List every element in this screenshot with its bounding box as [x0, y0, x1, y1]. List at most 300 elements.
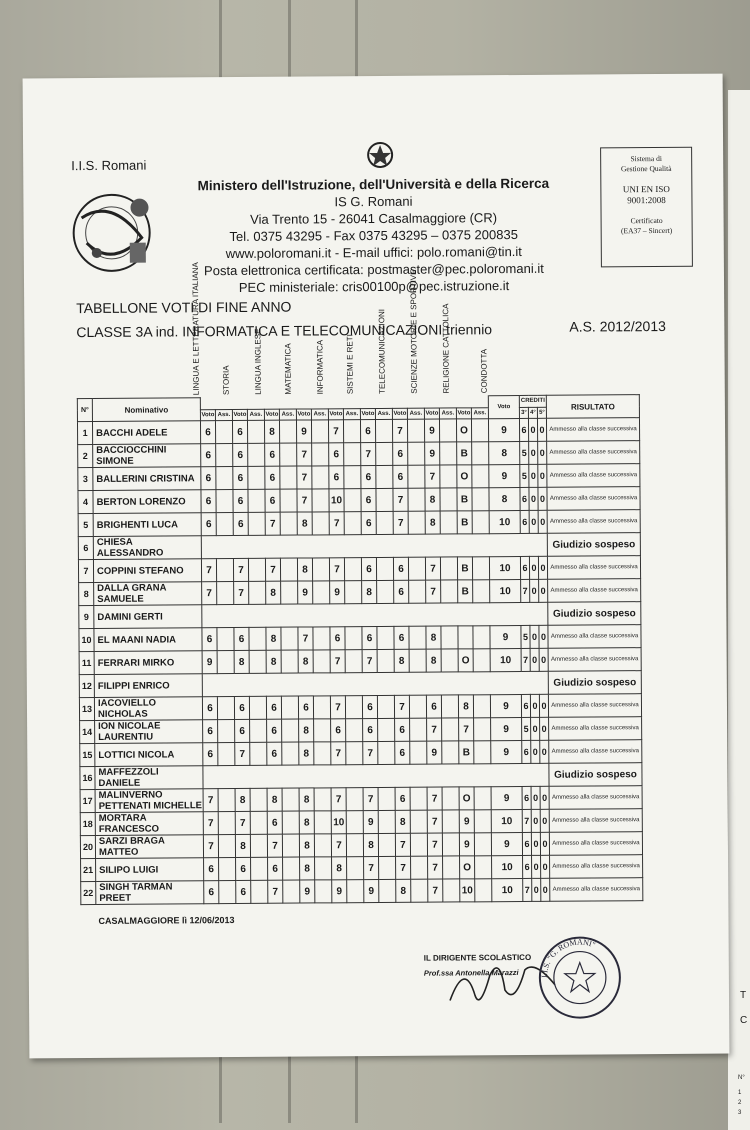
- subject-grade: 8: [297, 558, 312, 581]
- subject-absence: [409, 695, 426, 718]
- credit-value: 0: [529, 441, 538, 464]
- subject-grade: 6: [201, 490, 216, 513]
- school-name: IS G. Romani: [334, 193, 413, 210]
- subject-grade: 9: [298, 581, 313, 604]
- svg-text:I.I.S. "G. ROMANI": I.I.S. "G. ROMANI": [539, 937, 597, 978]
- side-letter: T: [740, 990, 747, 1001]
- student-name: FILIPPI ENRICO: [94, 674, 202, 698]
- grades-table: [77, 394, 644, 905]
- subject-absence: [218, 719, 235, 742]
- credit-value: 0: [531, 809, 540, 832]
- subject-absence: [347, 880, 364, 903]
- student-result: Ammesso alla classe successiva: [548, 625, 641, 649]
- student-result: Ammesso alla classe successiva: [547, 441, 640, 465]
- subject-absence: [217, 650, 234, 673]
- subject-absence: [315, 857, 332, 880]
- subject-grade: B: [457, 511, 472, 534]
- subject-grade: 7: [203, 789, 218, 812]
- header-name: Nominativo: [92, 398, 200, 422]
- subject-absence: [442, 787, 459, 810]
- credit-value: 0: [540, 809, 549, 832]
- credit-value: 0: [530, 648, 539, 671]
- header-number: N°: [77, 398, 92, 421]
- subject-absence: [250, 834, 267, 857]
- subject-label: CONDOTTA: [479, 348, 489, 394]
- subject-absence: [409, 580, 426, 603]
- student-name: IACOVIELLO NICHOLAS: [94, 697, 202, 721]
- subject-label: TELECOMUNICAZIONI: [377, 309, 387, 394]
- subject-grade: 6: [201, 467, 216, 490]
- credit-value: 0: [531, 786, 540, 809]
- subject-absence: [282, 719, 299, 742]
- subject-grade: O: [458, 649, 473, 672]
- subject-absence: [312, 466, 329, 489]
- subject-grade: 6: [298, 696, 313, 719]
- student-result: Ammesso alla classe successiva: [547, 487, 640, 511]
- subject-grade: 9: [296, 420, 311, 443]
- school-logo: [71, 157, 162, 288]
- subject-absence: [472, 557, 489, 580]
- quality-line: Certificato: [630, 215, 663, 226]
- subject-grade: 6: [233, 466, 248, 489]
- subject-absence: [249, 627, 266, 650]
- header-voto: Voto: [296, 408, 311, 420]
- credit-value: 0: [530, 579, 539, 602]
- credit-value: 0: [539, 579, 548, 602]
- subject-absence: [313, 650, 330, 673]
- subject-absence: [475, 879, 492, 902]
- credit-value: 5: [520, 464, 529, 487]
- subject-absence: [410, 787, 427, 810]
- subject-label: SISTEMI E RETI: [345, 334, 355, 395]
- subject-grade: 8: [363, 833, 378, 856]
- logo-text: I.I.S. Romani: [71, 157, 147, 174]
- student-result: Ammesso alla classe successiva: [550, 878, 643, 902]
- subject-grade: 8: [426, 626, 441, 649]
- subject-grade: 6: [329, 443, 344, 466]
- conduct-grade: 10: [492, 855, 523, 878]
- subject-grade: 10: [331, 811, 346, 834]
- student-result: Ammesso alla classe successiva: [548, 694, 641, 718]
- subject-absence: [315, 880, 332, 903]
- subject-absence: [376, 465, 393, 488]
- student-result: Ammesso alla classe successiva: [550, 855, 643, 879]
- subject-grade: 6: [200, 421, 215, 444]
- credit-value: 0: [538, 464, 547, 487]
- credit-value: 0: [540, 717, 549, 740]
- subject-absence: [377, 580, 394, 603]
- student-name: SARZI BRAGA MATTEO: [95, 835, 203, 859]
- subject-absence: [250, 811, 267, 834]
- subject-absence: [314, 811, 331, 834]
- conduct-grade: 10: [490, 648, 521, 671]
- subject-absence: [344, 558, 361, 581]
- subject-grade: 7: [427, 787, 442, 810]
- subject-absence: [280, 489, 297, 512]
- student-result: Ammesso alla classe successiva: [548, 648, 641, 672]
- subject-grade: 7: [235, 742, 250, 765]
- side-letter: 1: [738, 1090, 742, 1096]
- subject-grade: 7: [393, 488, 408, 511]
- student-name: MAFFEZZOLI DANIELE: [95, 766, 203, 790]
- subject-grade: 6: [234, 627, 249, 650]
- subject-grade: 7: [233, 558, 248, 581]
- header-voto: Voto: [456, 407, 471, 419]
- subject-grade: [458, 626, 473, 649]
- subject-absence: [250, 788, 267, 811]
- subject-absence: [248, 466, 265, 489]
- student-result: Ammesso alla classe successiva: [547, 464, 640, 488]
- subject-grade: 7: [268, 880, 283, 903]
- subject-absence: [217, 696, 234, 719]
- subject-grade: 7: [428, 879, 443, 902]
- subject-absence: [472, 465, 489, 488]
- conduct-grade: 8: [489, 441, 520, 464]
- subject-absence: [410, 810, 427, 833]
- side-letter: C: [740, 1015, 748, 1026]
- subject-grade: 6: [267, 719, 282, 742]
- subject-absence: [442, 741, 459, 764]
- subject-grade: 6: [201, 513, 216, 536]
- subject-grade: 7: [426, 580, 441, 603]
- credit-value: 0: [541, 878, 550, 901]
- student-result: Giudizio sospeso: [548, 602, 641, 626]
- subject-grade: 7: [267, 834, 282, 857]
- subject-grade: 6: [330, 627, 345, 650]
- subject-absence: [248, 489, 265, 512]
- subject-grade: 6: [363, 718, 378, 741]
- subject-absence: [312, 489, 329, 512]
- subject-grade: 7: [331, 742, 346, 765]
- subject-grade: 6: [266, 696, 281, 719]
- subject-grade: 8: [426, 649, 441, 672]
- subject-grade: 7: [201, 559, 216, 582]
- conduct-grade: 9: [490, 625, 521, 648]
- credit-value: 0: [529, 464, 538, 487]
- subject-grade: 7: [202, 582, 217, 605]
- credit-value: 0: [531, 740, 540, 763]
- subject-absence: [247, 420, 264, 443]
- subject-grade: 8: [267, 788, 282, 811]
- ministry-name: Ministero dell'Istruzione, dell'Università e della Ricerca: [197, 175, 550, 194]
- header-voto: Voto: [392, 408, 407, 420]
- credit-value: 5: [520, 441, 529, 464]
- subject-grade: 6: [394, 580, 409, 603]
- subject-absence: [282, 811, 299, 834]
- subject-absence: [408, 557, 425, 580]
- subject-absence: [379, 856, 396, 879]
- subject-grade: 6: [267, 811, 282, 834]
- subject-grade: 8: [299, 719, 314, 742]
- school-header: [173, 175, 574, 297]
- credit-value: 7: [522, 809, 531, 832]
- student-result: Ammesso alla classe successiva: [549, 786, 642, 810]
- conduct-grade: 10: [490, 579, 521, 602]
- subject-grade: 6: [202, 697, 217, 720]
- header-voto: Voto: [328, 408, 343, 420]
- principal-role: IL DIRIGENTE SCOLASTICO: [423, 952, 532, 963]
- subject-absence: [345, 627, 362, 650]
- student-number: 21: [81, 858, 96, 881]
- student-number: 14: [80, 720, 95, 743]
- subject-absence: [314, 788, 331, 811]
- subject-grade: 7: [427, 833, 442, 856]
- subject-absence: [282, 834, 299, 857]
- conduct-grade: 9: [488, 418, 519, 441]
- credit-value: 0: [540, 832, 549, 855]
- subject-absence: [216, 443, 233, 466]
- subject-grade: 6: [361, 511, 376, 534]
- subject-absence: [473, 695, 490, 718]
- subject-grade: 6: [395, 741, 410, 764]
- subject-absence: [441, 695, 458, 718]
- subject-grade: 6: [204, 858, 219, 881]
- quality-line: Gestione Qualità: [620, 163, 672, 174]
- student-number: 5: [78, 513, 93, 536]
- subject-absence: [283, 880, 300, 903]
- subject-absence: [474, 810, 491, 833]
- subject-label: RELIGIONE CATTOLICA: [441, 303, 451, 394]
- header-voto: Voto: [200, 409, 215, 421]
- subject-absence: [217, 581, 234, 604]
- subject-absence: [442, 810, 459, 833]
- subject-absence: [440, 465, 457, 488]
- subject-absence: [249, 581, 266, 604]
- credit-value: 0: [539, 694, 548, 717]
- student-number: 7: [78, 559, 93, 582]
- subject-absence: [314, 834, 331, 857]
- suspended-blank: [201, 533, 547, 558]
- subject-absence: [280, 466, 297, 489]
- credit-value: 6: [520, 556, 529, 579]
- notice-sheet: [23, 74, 730, 1059]
- subject-grade: B: [457, 488, 472, 511]
- subject-absence: [378, 741, 395, 764]
- subject-absence: [249, 696, 266, 719]
- student-result: Giudizio sospeso: [547, 533, 640, 557]
- header-voto: Voto: [264, 409, 279, 421]
- subject-absence: [440, 557, 457, 580]
- subject-grade: 6: [268, 857, 283, 880]
- conduct-grade: 9: [491, 717, 522, 740]
- subject-grade: 9: [427, 741, 442, 764]
- subject-absence: [216, 558, 233, 581]
- credit-value: 0: [531, 717, 540, 740]
- credit-value: 6: [521, 694, 530, 717]
- quality-line: (EA37 – Sincert): [621, 225, 673, 236]
- header-ass: Ass.: [215, 409, 232, 421]
- subject-absence: [344, 512, 361, 535]
- subject-grade: 7: [297, 489, 312, 512]
- subject-grade: 6: [393, 557, 408, 580]
- subject-grade: 7: [362, 649, 377, 672]
- subject-grade: 7: [235, 811, 250, 834]
- subject-grade: 9: [424, 419, 439, 442]
- credit-value: 0: [540, 786, 549, 809]
- student-name: MALINVERNO PETTENATI MICHELLE: [95, 789, 203, 813]
- subject-absence: [473, 580, 490, 603]
- subject-grade: 6: [234, 696, 249, 719]
- subject-grade: 6: [265, 489, 280, 512]
- credit-value: 6: [522, 786, 531, 809]
- subject-absence: [377, 626, 394, 649]
- republic-emblem: [365, 140, 395, 170]
- subject-grade: B: [459, 741, 474, 764]
- header-result: RISULTATO: [546, 395, 639, 419]
- table-row: [81, 878, 643, 905]
- subject-grade: 7: [329, 558, 344, 581]
- credit-value: 0: [540, 740, 549, 763]
- class-title: CLASSE 3A ind. INFORMATICA E TELECOMUNICAZIONI triennio: [76, 321, 493, 341]
- subject-grade: 8: [297, 512, 312, 535]
- subject-absence: [376, 442, 393, 465]
- credit-value: 0: [539, 648, 548, 671]
- credit-value: 0: [529, 556, 538, 579]
- subject-label: MATEMATICA: [283, 343, 293, 395]
- subject-grade: 6: [236, 880, 251, 903]
- school-phone: Tel. 0375 43295 - Fax 0375 43295 – 0375 200835: [229, 227, 518, 245]
- subject-grade: 6: [360, 420, 375, 443]
- subject-absence: [408, 488, 425, 511]
- credit-value: 5: [521, 625, 530, 648]
- credit-value: 6: [522, 832, 531, 855]
- subject-grade: 6: [393, 465, 408, 488]
- student-name: SINGH TARMAN PREET: [96, 881, 204, 905]
- credit-value: 0: [538, 510, 547, 533]
- adjacent-sheet: [728, 90, 750, 1130]
- subject-grade: 8: [266, 581, 281, 604]
- subject-grade: 7: [329, 512, 344, 535]
- subject-absence: [473, 649, 490, 672]
- header-conduct: Voto: [488, 395, 519, 418]
- credit-value: 0: [529, 510, 538, 533]
- subject-absence: [346, 742, 363, 765]
- subject-absence: [219, 857, 236, 880]
- subject-grade: 7: [427, 718, 442, 741]
- subject-absence: [343, 420, 360, 443]
- subject-grade: 6: [236, 857, 251, 880]
- header-ass: Ass.: [471, 407, 488, 419]
- student-result: Ammesso alla classe successiva: [549, 832, 642, 856]
- subject-absence: [250, 719, 267, 742]
- subject-absence: [282, 788, 299, 811]
- subject-absence: [409, 626, 426, 649]
- subject-absence: [410, 833, 427, 856]
- subject-absence: [314, 719, 331, 742]
- student-number: 11: [79, 651, 94, 674]
- subject-absence: [219, 880, 236, 903]
- student-name: LOTTICI NICOLA: [95, 743, 203, 767]
- subject-absence: [218, 742, 235, 765]
- student-result: Giudizio sospeso: [549, 763, 642, 787]
- subject-absence: [474, 787, 491, 810]
- subject-grade: 6: [235, 719, 250, 742]
- conduct-grade: 8: [489, 487, 520, 510]
- student-name: DAMINI GERTI: [94, 605, 202, 629]
- subject-grade: 6: [204, 881, 219, 904]
- credit-value: 0: [537, 418, 546, 441]
- conduct-grade: 9: [491, 832, 522, 855]
- school-pec: Posta elettronica certificata: postmaster@pec.poloromani.it: [203, 260, 544, 279]
- subject-grade: 7: [393, 511, 408, 534]
- subject-absence: [344, 443, 361, 466]
- subject-grade: 6: [265, 466, 280, 489]
- subject-grade: 9: [364, 879, 379, 902]
- credit-value: 6: [523, 855, 532, 878]
- subject-grade: 8: [299, 742, 314, 765]
- subject-grade: 9: [332, 880, 347, 903]
- subject-absence: [411, 879, 428, 902]
- subject-grade: 6: [362, 626, 377, 649]
- subject-grade: 6: [203, 720, 218, 743]
- credit-value: 6: [520, 510, 529, 533]
- subject-grade: 8: [299, 788, 314, 811]
- student-name: FERRARI MIRKO: [94, 651, 202, 675]
- credit-value: 0: [532, 855, 541, 878]
- subject-grade: 7: [331, 788, 346, 811]
- board-title: TABELLONE VOTI DI FINE ANNO: [76, 298, 292, 317]
- subject-grade: 7: [328, 420, 343, 443]
- subject-grade: 8: [234, 650, 249, 673]
- subject-absence: [345, 581, 362, 604]
- subject-absence: [248, 443, 265, 466]
- credit-value: 0: [532, 878, 541, 901]
- student-number: 17: [80, 789, 95, 812]
- subject-grade: 6: [202, 628, 217, 651]
- school-year: A.S. 2012/2013: [569, 317, 666, 335]
- subject-absence: [249, 650, 266, 673]
- student-result: Ammesso alla classe successiva: [547, 510, 640, 534]
- student-result: Ammesso alla classe successiva: [548, 579, 641, 603]
- subject-absence: [280, 512, 297, 535]
- subject-grade: 6: [267, 742, 282, 765]
- subject-grade: 7: [265, 512, 280, 535]
- subject-grade: 7: [297, 466, 312, 489]
- subject-grade: 7: [394, 695, 409, 718]
- subject-absence: [311, 420, 328, 443]
- subject-label: SCIENZE MOTORIE E SPORTIVE: [408, 269, 419, 394]
- subject-absence: [312, 443, 329, 466]
- subject-grade: 8: [298, 650, 313, 673]
- subject-grade: 8: [266, 650, 281, 673]
- subject-grade: 8: [394, 649, 409, 672]
- credit-value: 0: [538, 487, 547, 510]
- student-result: Ammesso alla classe successiva: [546, 418, 639, 442]
- student-name: BRIGHENTI LUCA: [93, 513, 201, 537]
- credit-value: 0: [530, 694, 539, 717]
- subject-grade: 6: [201, 444, 216, 467]
- subject-absence: [378, 787, 395, 810]
- side-letter: N°: [738, 1075, 745, 1081]
- quality-line: Sistema di: [630, 153, 662, 164]
- subject-absence: [378, 833, 395, 856]
- subject-grade: 7: [363, 787, 378, 810]
- header-ass: Ass.: [375, 408, 392, 420]
- subject-absence: [473, 626, 490, 649]
- subject-grade: 8: [299, 834, 314, 857]
- subject-grade: 7: [396, 856, 411, 879]
- credit-value: 0: [538, 556, 547, 579]
- subject-grade: 7: [361, 442, 376, 465]
- credit-value: 0: [541, 855, 550, 878]
- subject-grade: O: [459, 787, 474, 810]
- subject-grade: 7: [428, 856, 443, 879]
- student-number: 4: [78, 490, 93, 513]
- subject-grade: 8: [395, 810, 410, 833]
- header-credit-year: 3°: [519, 407, 528, 419]
- subject-grade: 8: [425, 511, 440, 534]
- subject-grade: 8: [299, 811, 314, 834]
